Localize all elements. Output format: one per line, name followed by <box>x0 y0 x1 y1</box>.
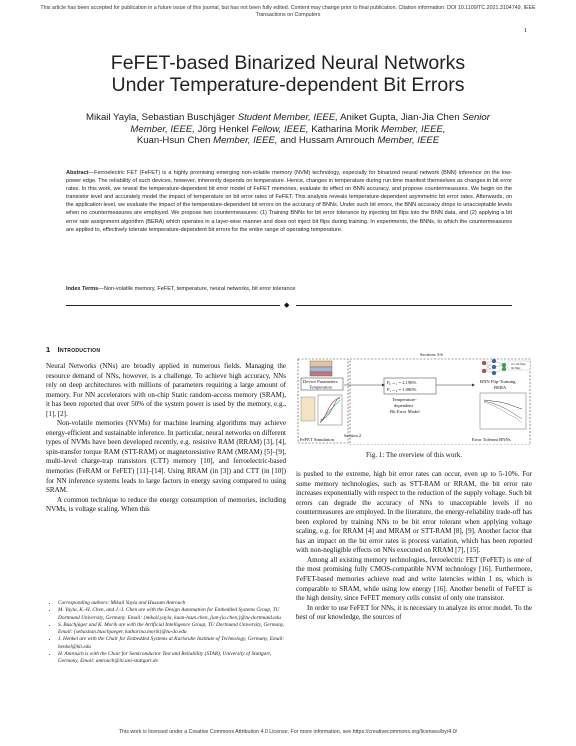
footnote: • M. Yayla, K.-H. Chen, and J.-J. Chen are with the Design Automation for Embedded Systems Group, TU Dortmund University, Germany. Email: {mikail.yayla, kuan-hsun.chen, jian-jia.chen,}@tu-dortmund.edu <box>58 607 286 622</box>
device-cell-icon <box>301 397 315 421</box>
section-number: 1 <box>46 345 51 354</box>
section-2-label: Section 2 <box>344 433 362 438</box>
author-line-1 <box>40 112 536 124</box>
abstract-text: —Ferroelectric FET (FeFET) is a highly promising emerging non-volatile memory (NVM) technology, especially for binarized neural network (BNN) inference on the low-power edge. The reliability of such devices, however, inherently depends on temperature. Hence, changes in temperature during run time manifest themselves as changes in bit error rates. In this work, we reveal the temperature-dependent bit error model of FeFET memories, evaluate its effect on BNN accuracy, and propose countermeasures. We begin on the transistor level and accurately model the impact of temperature on bit error rates of FeFET. This analysis reveals temperature-dependent asymmetric bit error rates. Afterwards, on the application level, we evaluate the impact of the temperature-dependent bit errors on the accuracy of BNNs. Under such bit errors, the BNN accuracy drops to unacceptable levels when no countermeasures are employed. We propose two countermeasures: (1) Training BNNs for bit error tolerance by injecting bit flips into the BNN data, and (2) applying a bit error rate assignment algorithm (BERA) which operates in a layer-wise manner and does not inject bit flips during training. In experiments, the BNNs, to which the countermeasures are applied to, effectively tolerate temperature-dependent bit errors for the entire range of operating temperature. <box>66 170 512 233</box>
fefet-simulation-label: FeFET Simulation <box>300 437 334 442</box>
footnote: • Corresponding authors: Mikail Yayla and Hussam Amrouch <box>58 600 286 607</box>
license-footer: This work is licensed under a Creative Commons Attribution 4.0 License. For more information, see https://creativecommons.org/licenses/by/4.0/ <box>118 729 458 735</box>
footnote: • H. Amrouch is with the Chair for Semiconductor Test and Reliability (STAR), University of Stuttgart, Germany, Email: amrouch@iti.uni-stuttgart.de. <box>58 651 286 666</box>
model-label-3: Bit Error Model <box>390 409 420 414</box>
section-heading <box>46 345 100 354</box>
paragraph: Non-volatile memories (NVMs) for machine learning algorithms may achieve energy-efficient and sustainable inference. In particular, neural networks on different types of NVMs have been developed recently, e.g. resistive RAM (RRAM) [3], [4], spin-transfer torque RAM (STT-RAM) or magnetoresistive RAM (MRAM) [5]–[9], multi-level charge-trap transistors (CTT) memory [10], and ferroelectric-based memories (FeRAM or FeFET) [11]–[14]. Using RRAM (in [3]) and CTT (in [10]) for NN inference systems leads to large factors in energy saving compared to using SRAM. <box>46 419 286 495</box>
footnotes <box>46 600 286 666</box>
author-names: Katharina Morik <box>308 123 382 135</box>
p01-value: P₀→₁ = 2.198% <box>387 380 417 385</box>
right-column-text <box>296 470 532 623</box>
index-terms <box>66 285 512 293</box>
overview-figure <box>296 345 532 445</box>
legend-item-2: bit flips <box>511 366 521 370</box>
paragraph: Among all existing memory technologies, ferroelectric FET (FeFET) is one of the most promising fully CMOS-compatible NVM technology [16]. Furthermore, FeFET-based memories achieve read and write latencies within 1 ns, which is comparable to SRAM, while using low energy [16]. Another benefit of FeFET is the high density, since FeFET memory cells consist of only one transistor. <box>296 555 532 603</box>
separator-left <box>66 305 280 306</box>
section-title: Introduction <box>57 345 101 354</box>
author-role: Member, IEEE, <box>213 135 278 146</box>
temperature-label: Temperature <box>309 384 333 390</box>
device-params-label: Device Parameters <box>303 379 338 384</box>
author-role: Student Member, IEEE, <box>237 112 338 123</box>
figure-caption: Fig. 1: The overview of this work. <box>366 451 462 459</box>
author-names: Aniket Gupta, Jian-Jia Chen <box>337 112 463 123</box>
title-line-1: FeFET-based Binarized Neural Networks <box>110 52 466 74</box>
banner-line-2: Transactions on Computers <box>255 12 321 18</box>
author-role: Member, IEEE, <box>381 123 446 135</box>
neural-network-icon <box>482 359 506 375</box>
paragraph: A common technique to reduce the energy consumption of memories, including NVMs, is voltage scaling. When this <box>46 495 286 514</box>
model-label-1: Temperature- <box>392 397 417 402</box>
footnote: • S. Buschjäger and K. Morik are with the Artificial Intelligence Group, TU Dortmund University, Germany, Email: {sebastian.buschjaeger, katharina.morik}@tu-do.edu <box>58 622 286 637</box>
author-role: Senior <box>462 112 490 123</box>
author-line-2 <box>40 124 536 136</box>
author-names: Kuan-Hsun Chen <box>136 135 214 146</box>
paper-title <box>40 52 536 96</box>
legend-item-1: w/o bit flips <box>511 362 526 366</box>
p10-value: P₁→₀ = 1.080% <box>387 387 417 392</box>
left-column-text <box>46 362 286 515</box>
paragraph: Neural Networks (NNs) are broadly applied in numerous fields. Managing the resource demand of NNs, however, is a challenge. To achieve high accuracy, NNs rely on deep architectures with millions of parameters requiring a large amount of memory. For NN accelerators with on-chip Static random-access memory (SRAM), it has been reported that over 50% of the system power is used by the memory, e.g., [1], [2]. <box>46 362 286 418</box>
banner-line-1: This article has been accepted for publication in a future issue of this journal, but has not been fully edited. Content may change prior to final publication. Citation information: DOI 10.1109/TC.2021.3104749, IEEE <box>40 5 536 11</box>
index-terms-text: —Non-volatile memory, FeFET, temperature, neural networks, bit error tolerance <box>98 286 296 292</box>
bera-label: BERA <box>494 385 507 390</box>
device-stack-icon <box>310 361 332 376</box>
error-tolerant-label: Error Tolerant BNNs <box>472 437 511 442</box>
author-line-3 <box>40 135 536 147</box>
author-names: Mikail Yayla, Sebastian Buschjäger <box>86 112 238 123</box>
page-number: 1 <box>523 27 527 34</box>
separator-diamond-icon: ◆ <box>284 301 290 309</box>
footnote: • J. Henkel are with the Chair for Embedded Systems at Karlsruhe Institute of Technology, Germany, Email: henkel@kit.edu <box>58 636 286 651</box>
publication-banner <box>0 5 576 19</box>
hysteresis-plot-icon <box>318 395 342 425</box>
paragraph: is pushed to the extreme, high bit error rates can occur, even up to 5-10%. For some memory technologies, such as STT-RAM or RRAM, the bit error rate increases exponentially with respect to the reduction of the supply voltage. Such bit errors can degrade the accuracy of NNs to unacceptable levels if no countermeasures are employed. In the literature, the energy-reliability trade-off has been explored by training NNs to be bit error tolerant when applying voltage scaling, e.g. for RRAM [4] and MRAM or STT-RAM [8], [9]. Another factor that has an impact on the bit error rates is process variation, which has been reported with non-negligible effects on NNs executed on RRAM [7], [15]. <box>296 470 532 555</box>
title-line-2: Under Temperature-dependent Bit Errors <box>111 74 465 96</box>
author-names: and Hussam Amrouch <box>277 135 378 146</box>
bnn-training-label: BNN Flip-Training <box>480 379 516 384</box>
accuracy-plot-icon <box>480 393 526 429</box>
arrow-head-icon <box>472 384 475 387</box>
abstract <box>66 169 512 234</box>
index-terms-label: Index Terms <box>66 286 99 292</box>
author-role: Member, IEEE <box>377 135 440 146</box>
paragraph: In order to use FeFET for NNs, it is necessary to analyze its error model. To the best of our knowledge, the sources of <box>296 603 532 622</box>
sections-3-6-label: Sections 3-6 <box>420 352 443 357</box>
author-role: Fellow, IEEE, <box>251 123 309 135</box>
author-names: Jörg Henkel <box>194 123 252 135</box>
author-list <box>40 112 536 147</box>
author-role: Member, IEEE, <box>130 123 195 135</box>
abstract-label: Abstract <box>66 170 89 176</box>
model-label-2: dependent <box>394 403 413 408</box>
separator-right <box>296 305 512 306</box>
